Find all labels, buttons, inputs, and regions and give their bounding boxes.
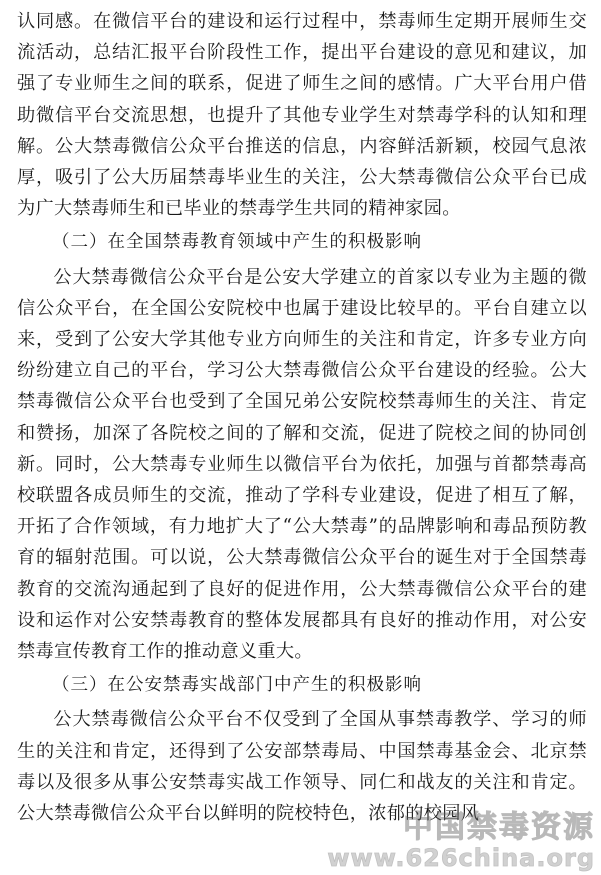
paragraph-3: 公大禁毒微信公众平台不仅受到了全国从事禁毒教学、学习的师生的关注和肯定，还得到了公安部禁毒局、中国禁毒基金会、北京禁毒以及很多从事公安禁毒实战工作领导、同仁和战友的关注和肯定。公大禁毒微信公众平台以鲜明的院校特色，浓郁的校园风 bbox=[17, 709, 587, 825]
section-heading-2: （二）在全国禁毒教育领域中产生的积极影响 bbox=[52, 232, 422, 253]
watermark-url: www.626china.org bbox=[327, 844, 595, 872]
paragraph-2: 公大禁毒微信公众平台是公安大学建立的首家以专业为主题的微信公众平台，在全国公安院校中也属于建设比较早的。平台自建立以来，受到了公安大学其他专业方向师生的关注和肯定，许多专业方向纷纷建立自己的平台，学习公大禁毒微信公众平台建设的经验。公大禁毒微信公众平台也受到了全国兄弟公安院校禁毒师生的关注、肯定和赞扬，加深了各院校之间的了解和交流，促进了院校之间的协同创新。同时，公大禁毒专业师生以微信平台为依托，加强与首都禁毒高校联盟各成员师生的交流，推动了学科专业建设，促进了相互了解，开拓了合作领域，有力地扩大了“公大禁毒”的品牌影响和毒品预防教育的辐射范围。可以说，公大禁毒微信公众平台的诞生对于全国禁毒教育的交流沟通起到了良好的促进作用，公大禁毒微信公众平台的建设和运作对公安禁毒教育的整体发展都具有良好的推动作用，对公安禁毒宣传教育工作的推动意义重大。 bbox=[17, 266, 587, 663]
section-heading-3: （三）在公安禁毒实战部门中产生的积极影响 bbox=[52, 675, 422, 696]
watermark-title: 中国禁毒资源 bbox=[403, 810, 595, 845]
document-page bbox=[17, 6, 587, 829]
paragraph-1: 认同感。在微信平台的建设和运行过程中，禁毒师生定期开展师生交流活动，总结汇报平台阶段性工作，提出平台建设的意见和建议，加强了专业师生之间的联系，促进了师生之间的感情。广大平台用户借助微信平台交流思想，也提升了其他专业学生对禁毒学科的认知和理解。公大禁毒微信公众平台推送的信息，内容鲜活新颖，校园气息浓厚，吸引了公大历届禁毒毕业生的关注，公大禁毒微信公众平台已成为广大禁毒师生和已毕业的禁毒学生共同的精神家园。 bbox=[17, 11, 587, 220]
